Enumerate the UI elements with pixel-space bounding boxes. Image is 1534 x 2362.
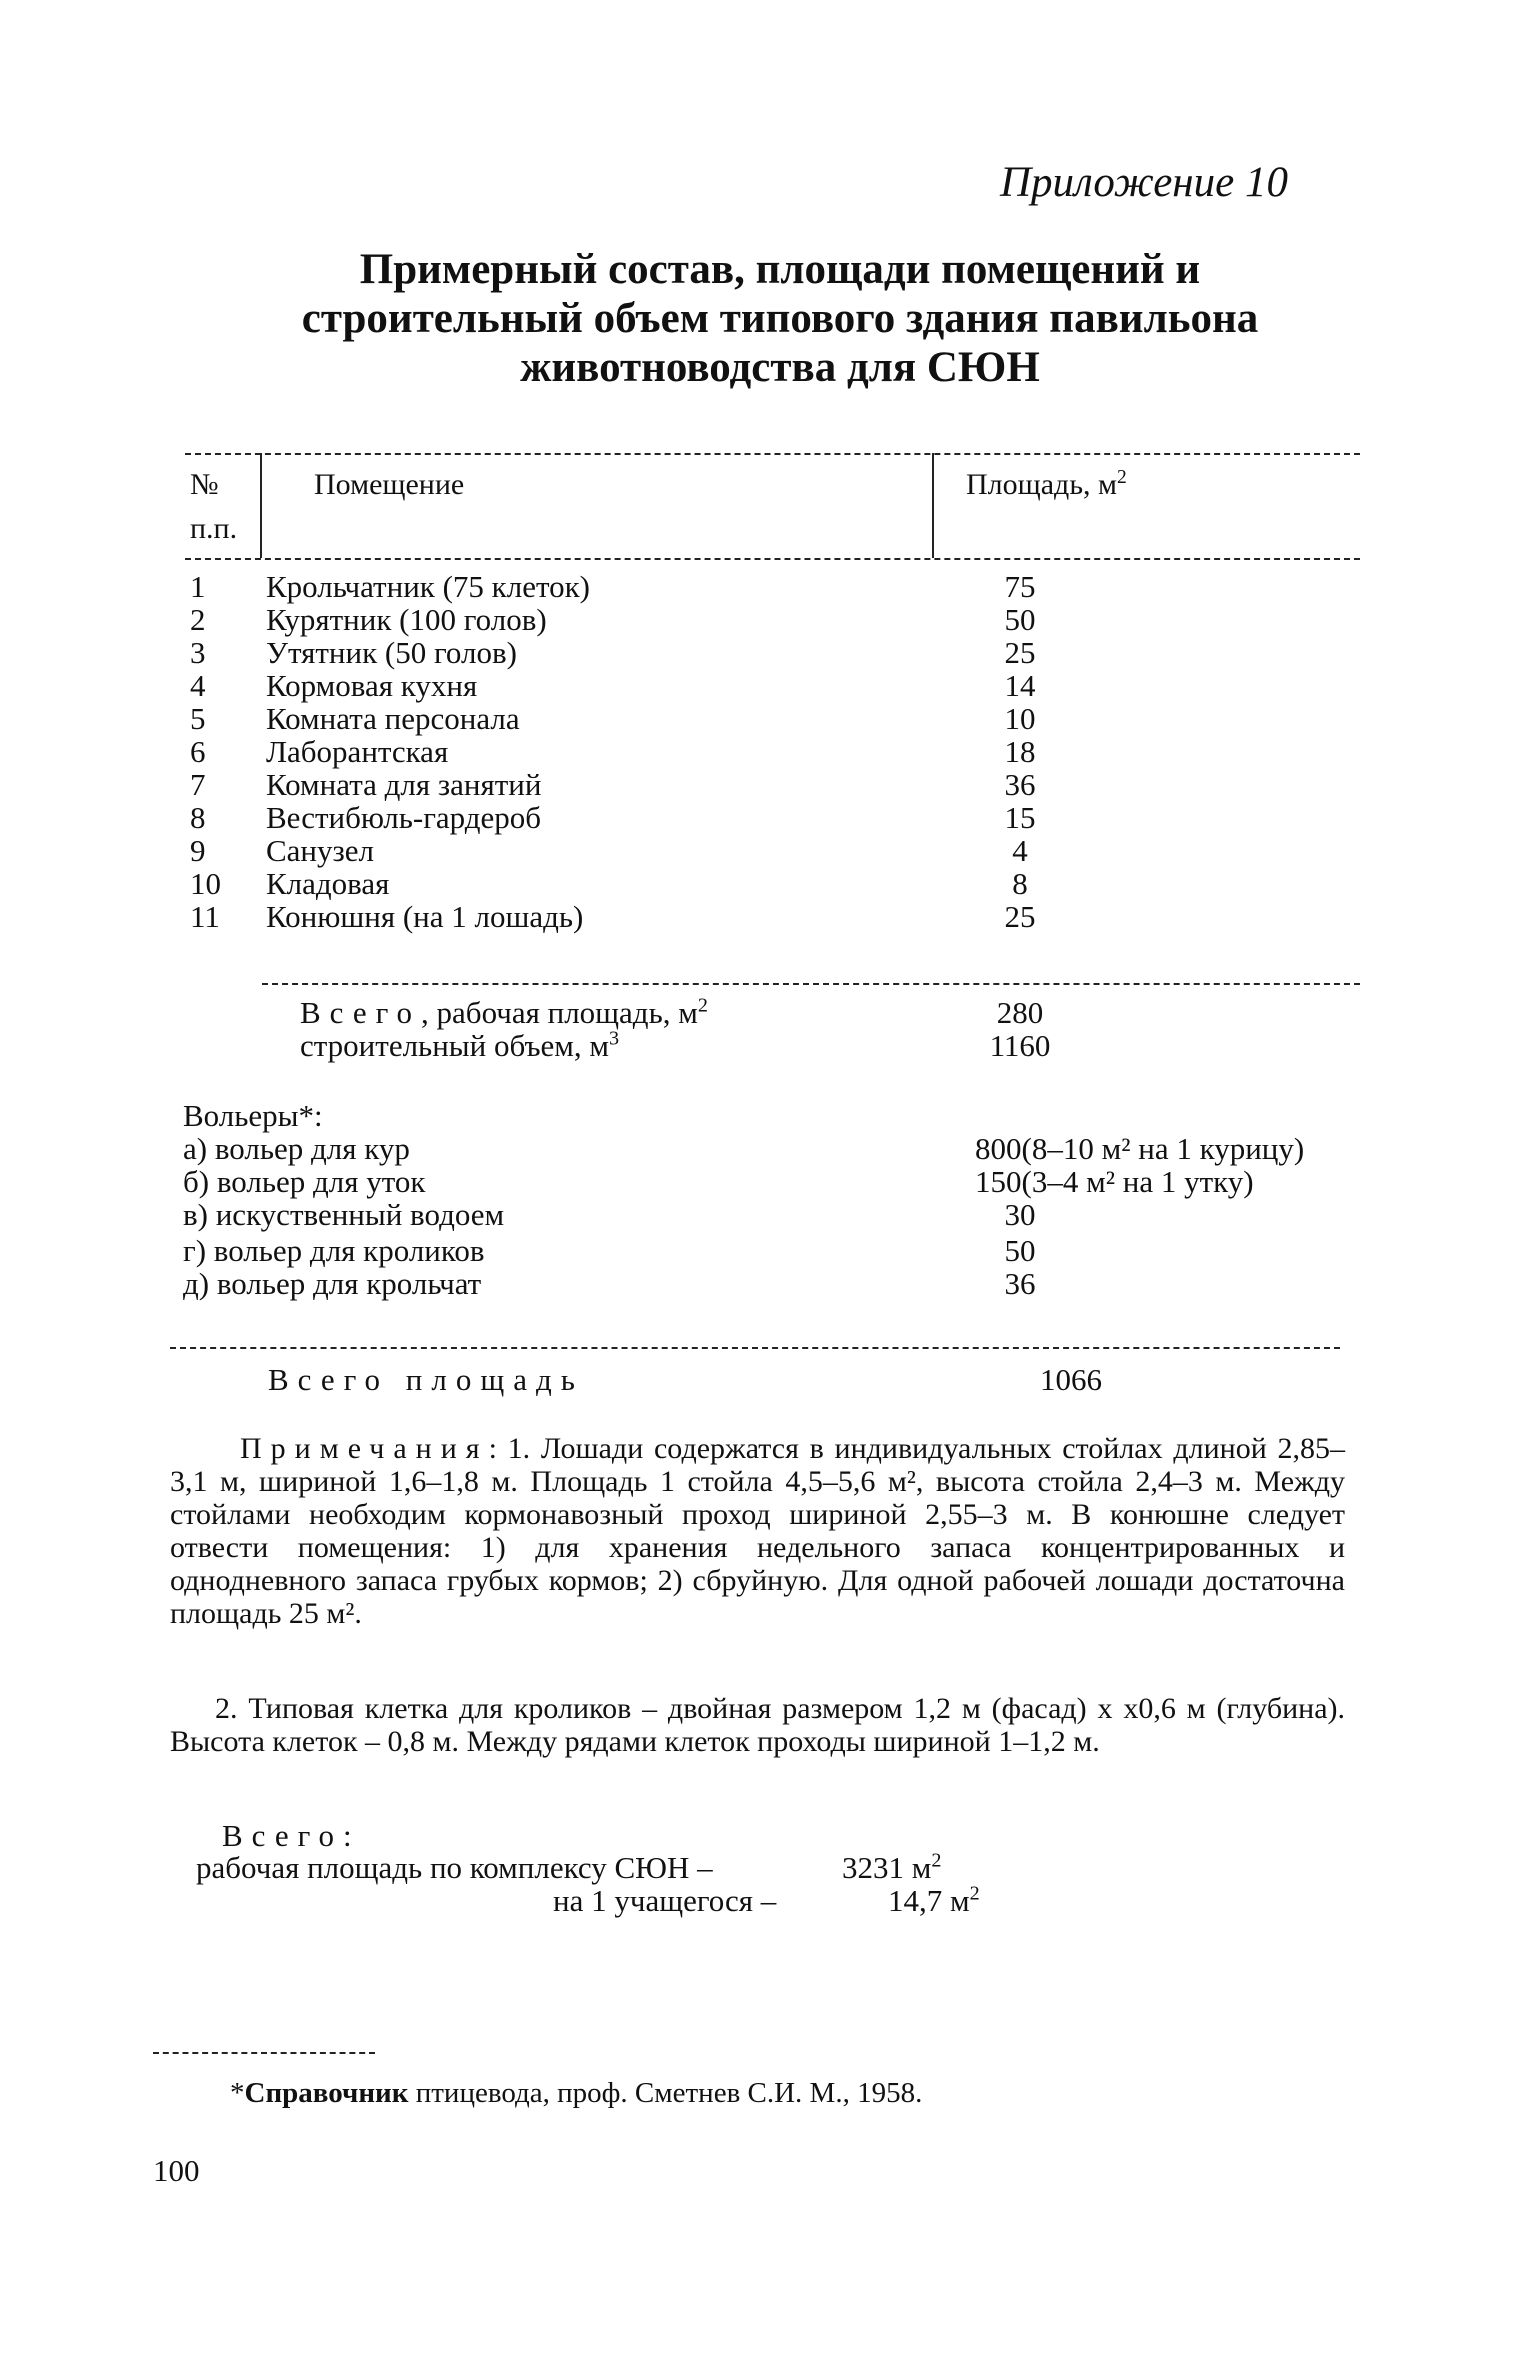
enclosure-value: 50	[1004, 1233, 1036, 1268]
row-number: 3	[190, 635, 206, 670]
enclosure-value: 150(3–4 м² на 1 утку)	[975, 1164, 1254, 1199]
enclosure-value: 800(8–10 м² на 1 курицу)	[975, 1131, 1305, 1166]
volume-total-value: 1160	[989, 1028, 1051, 1063]
row-area: 15	[1004, 800, 1036, 835]
column-number-label: №	[190, 468, 219, 501]
column-number-label-2: п.п.	[190, 512, 238, 545]
row-room: Кладовая	[266, 866, 390, 901]
totals-top-rule	[262, 983, 1360, 985]
row-area: 36	[1004, 767, 1036, 802]
page-number: 100	[153, 2153, 200, 2188]
complex-area-value: 3231 $м^2$	[842, 1849, 942, 1885]
title-line-3: животноводства для СЮН	[520, 344, 1040, 391]
row-number: 6	[190, 734, 206, 769]
grand-total-label: Всего площадь	[268, 1362, 584, 1397]
enclosure-value: 36	[1004, 1266, 1036, 1301]
row-number: 9	[190, 833, 206, 868]
row-area: 4	[1012, 833, 1028, 868]
row-number: 5	[190, 701, 206, 736]
per-student-value: 14,7 $м^2$	[888, 1882, 980, 1918]
enclosure-value: 30	[1004, 1197, 1036, 1232]
column-area-label: Площадь, $м^2$	[966, 467, 1127, 501]
note-1: Примечания: 1. Лошади содержатся в индивидуальных стойлах длиной 2,85–3,1 м, шириной 1,6–1,8 м. Площадь 1 стойла 4,5–5,6 м², высота стойла 2,4–3 м. Между стойлами необходим кормонавозный проход шириной 2,55–3 м. В конюшне следует отвести помещения: 1) для хранения недельного запаса концентрированных и однодневного запаса грубых кормов; 2) сбруйную. Для одной рабочей лошади достаточна площадь 25 м².	[170, 1432, 1345, 1630]
row-area: 25	[1004, 635, 1036, 670]
row-number: 4	[190, 668, 206, 703]
row-number: 11	[190, 899, 220, 934]
row-number: 1	[190, 569, 206, 604]
work-area-total-value: 280	[996, 995, 1044, 1030]
enclosure-label: д) вольер для крольчат	[183, 1266, 482, 1301]
row-room: Крольчатник (75 клеток)	[266, 569, 590, 604]
title-line-1: Примерный состав, площади помещений и	[359, 246, 1201, 293]
column-room-label: Помещение	[314, 468, 465, 501]
appendix-label: Приложение 10	[1000, 159, 1288, 206]
row-room: Комната персонала	[266, 701, 520, 736]
row-area: 25	[1004, 899, 1036, 934]
row-area: 8	[1012, 866, 1028, 901]
row-number: 7	[190, 767, 206, 802]
row-room: Санузел	[266, 833, 375, 868]
row-room: Кормовая кухня	[266, 668, 478, 703]
table-header-bottom-rule	[185, 558, 1360, 560]
summary-total-heading: Всего:	[222, 1818, 361, 1853]
grand-total-rule	[170, 1347, 1340, 1349]
row-room: Лаборантская	[266, 734, 449, 769]
work-area-total-label: Всего, рабочая площадь, $м^2$	[300, 994, 708, 1030]
row-number: 10	[190, 866, 221, 901]
row-room: Утятник (50 голов)	[266, 635, 517, 670]
table-top-rule	[185, 453, 1360, 455]
row-room: Курятник (100 голов)	[266, 602, 547, 637]
table-header-divider-2	[932, 453, 934, 558]
row-area: 14	[1004, 668, 1036, 703]
volume-total-label: строительный объем, $м^3$	[300, 1027, 620, 1063]
row-room: Конюшня (на 1 лошадь)	[266, 899, 584, 934]
enclosure-label: в) искуственный водоем	[183, 1197, 505, 1232]
row-area: 50	[1004, 602, 1036, 637]
enclosures-heading: Вольеры*:	[183, 1098, 323, 1133]
per-student-label: на 1 учащегося –	[553, 1883, 777, 1918]
footnote: *Справочник птицевода, проф. Сметнев С.И. М., 1958.	[230, 2077, 923, 2109]
row-area: 10	[1004, 701, 1036, 736]
enclosure-label: г) вольер для кроликов	[183, 1233, 485, 1268]
row-room: Комната для занятий	[266, 767, 542, 802]
row-area: 75	[1004, 569, 1036, 604]
note-2: 2. Типовая клетка для кроликов – двойная размером 1,2 м (фасад) х х0,6 м (глубина). Высота клеток – 0,8 м. Между рядами клеток проходы шириной 1–1,2 м.	[170, 1692, 1345, 1758]
complex-area-label: рабочая площадь по комплексу СЮН –	[196, 1850, 713, 1885]
table-header-divider-1	[260, 453, 262, 558]
enclosure-label: а) вольер для кур	[183, 1131, 410, 1166]
grand-total-value: 1066	[1040, 1362, 1102, 1397]
footnote-rule	[153, 2052, 375, 2054]
row-room: Вестибюль-гардероб	[266, 800, 542, 835]
title-line-2: строительный объем типового здания павильона	[301, 295, 1259, 342]
row-number: 2	[190, 602, 206, 637]
enclosure-label: б) вольер для уток	[183, 1164, 426, 1199]
row-number: 8	[190, 800, 206, 835]
row-area: 18	[1004, 734, 1036, 769]
